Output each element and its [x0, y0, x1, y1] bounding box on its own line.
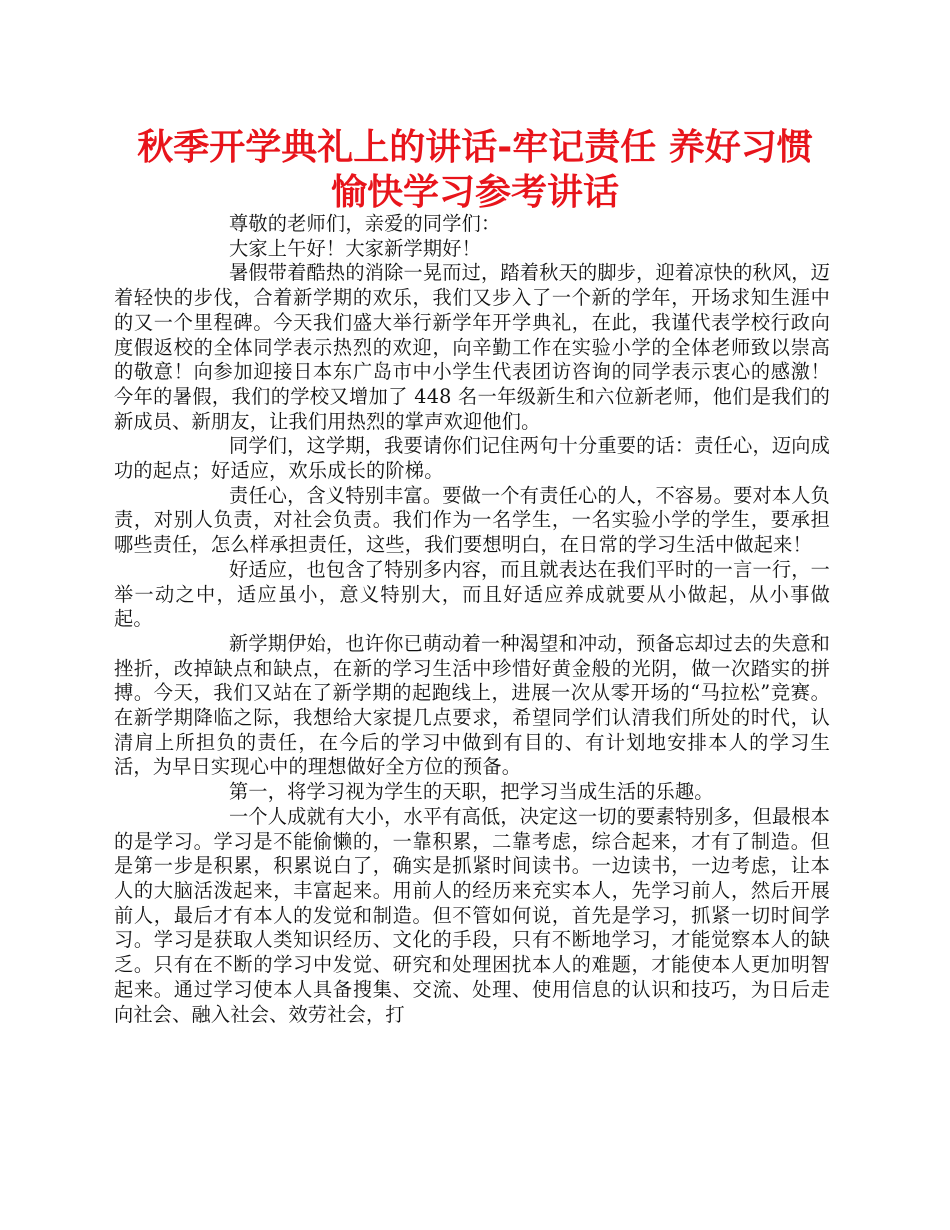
- document-title-line-2: 愉快学习参考讲话: [330, 172, 619, 213]
- greeting-paragraph: 大家上午好！大家新学期好！: [229, 236, 482, 260]
- body-paragraph: 一个人成就有大小，水平有高低，决定这一切的要素特别多，但最根本的是学习。学习是不能偷懒的，一靠积累，二靠考虑，综合起来，才有了制造。但是第一步是积累，积累说白了，确实是抓紧时间读书。一边读书，一边考虑，让本人的大脑活泼起来，丰富起来。用前人的经历来充实本人，先学习前人，然后开展前人，最后才有本人的发觉和制造。但不管如何说，首先是学习，抓紧一切时间学习。学习是获取人类知识经历、文化的手段，只有不断地学习，才能觉察本人的缺乏。只有在不断的学习中发觉、研究和处理困扰本人的难题，才能使本人更加明智起来。通过学习使本人具备搜集、交流、处理、使用信息的认识和技巧，为日后走向社会、融入社会、效劳社会，打: [114, 804, 831, 1026]
- body-paragraph: 好适应，也包含了特别多内容，而且就表达在我们平时的一言一行，一举一动之中，适应虽小，意义特别大，而且好适应养成就要从小做起，从小事做起。: [114, 557, 831, 631]
- body-paragraph: 新学期伊始，也许你已萌动着一种渴望和冲动，预备忘却过去的失意和挫折，改掉缺点和缺点，在新的学习生活中珍惜好黄金般的光阴，做一次踏实的拼搏。今天，我们又站在了新学期的起跑线上，进展一次从零开场的“马拉松”竞赛。在新学期降临之际，我想给大家提几点要求，希望同学们认清我们所处的时代，认清肩上所担负的责任，在今后的学习中做到有目的、有计划地安排本人的学习生活，为早日实现心中的理想做好全方位的预备。: [114, 631, 831, 779]
- document-body: [114, 212, 830, 1027]
- body-paragraph: 第一，将学习视为学生的天职，把学习当成生活的乐趣。: [229, 780, 714, 804]
- body-paragraph: 同学们，这学期，我要请你们记住两句十分重要的话：责任心，迈向成功的起点；好适应，欢乐成长的阶梯。: [114, 434, 831, 483]
- salutation-paragraph: 尊敬的老师们，亲爱的同学们：: [229, 212, 501, 235]
- document-title-line-1: 秋季开学典礼上的讲话-牢记责任 养好习惯: [137, 127, 813, 168]
- body-paragraph: 暑假带着酷热的消除一晃而过，踏着秋天的脚步，迎着凉快的秋风，迈着轻快的步伐，合着新学期的欢乐，我们又步入了一个新的学年，开场求知生涯中的又一个里程碑。今天我们盛大举行新学年开学典礼，在此，我谨代表学校行政向度假返校的全体同学表示热烈的欢迎，向辛勤工作在实验小学的全体老师致以崇高的敬意！向参加迎接日本东广岛市中小学生代表团访咨询的同学表示衷心的感激！今年的暑假，我们的学校又增加了 448 名一年级新生和六位新老师，他们是我们的新成员、新朋友，让我们用热烈的掌声欢迎他们。: [114, 261, 831, 433]
- body-paragraph: 责任心，含义特别丰富。要做一个有责任心的人，不容易。要对本人负责，对别人负责，对社会负责。我们作为一名学生，一名实验小学的学生，要承担哪些责任，怎么样承担责任，这些，我们要想明白，在日常的学习生活中做起来！: [114, 483, 831, 557]
